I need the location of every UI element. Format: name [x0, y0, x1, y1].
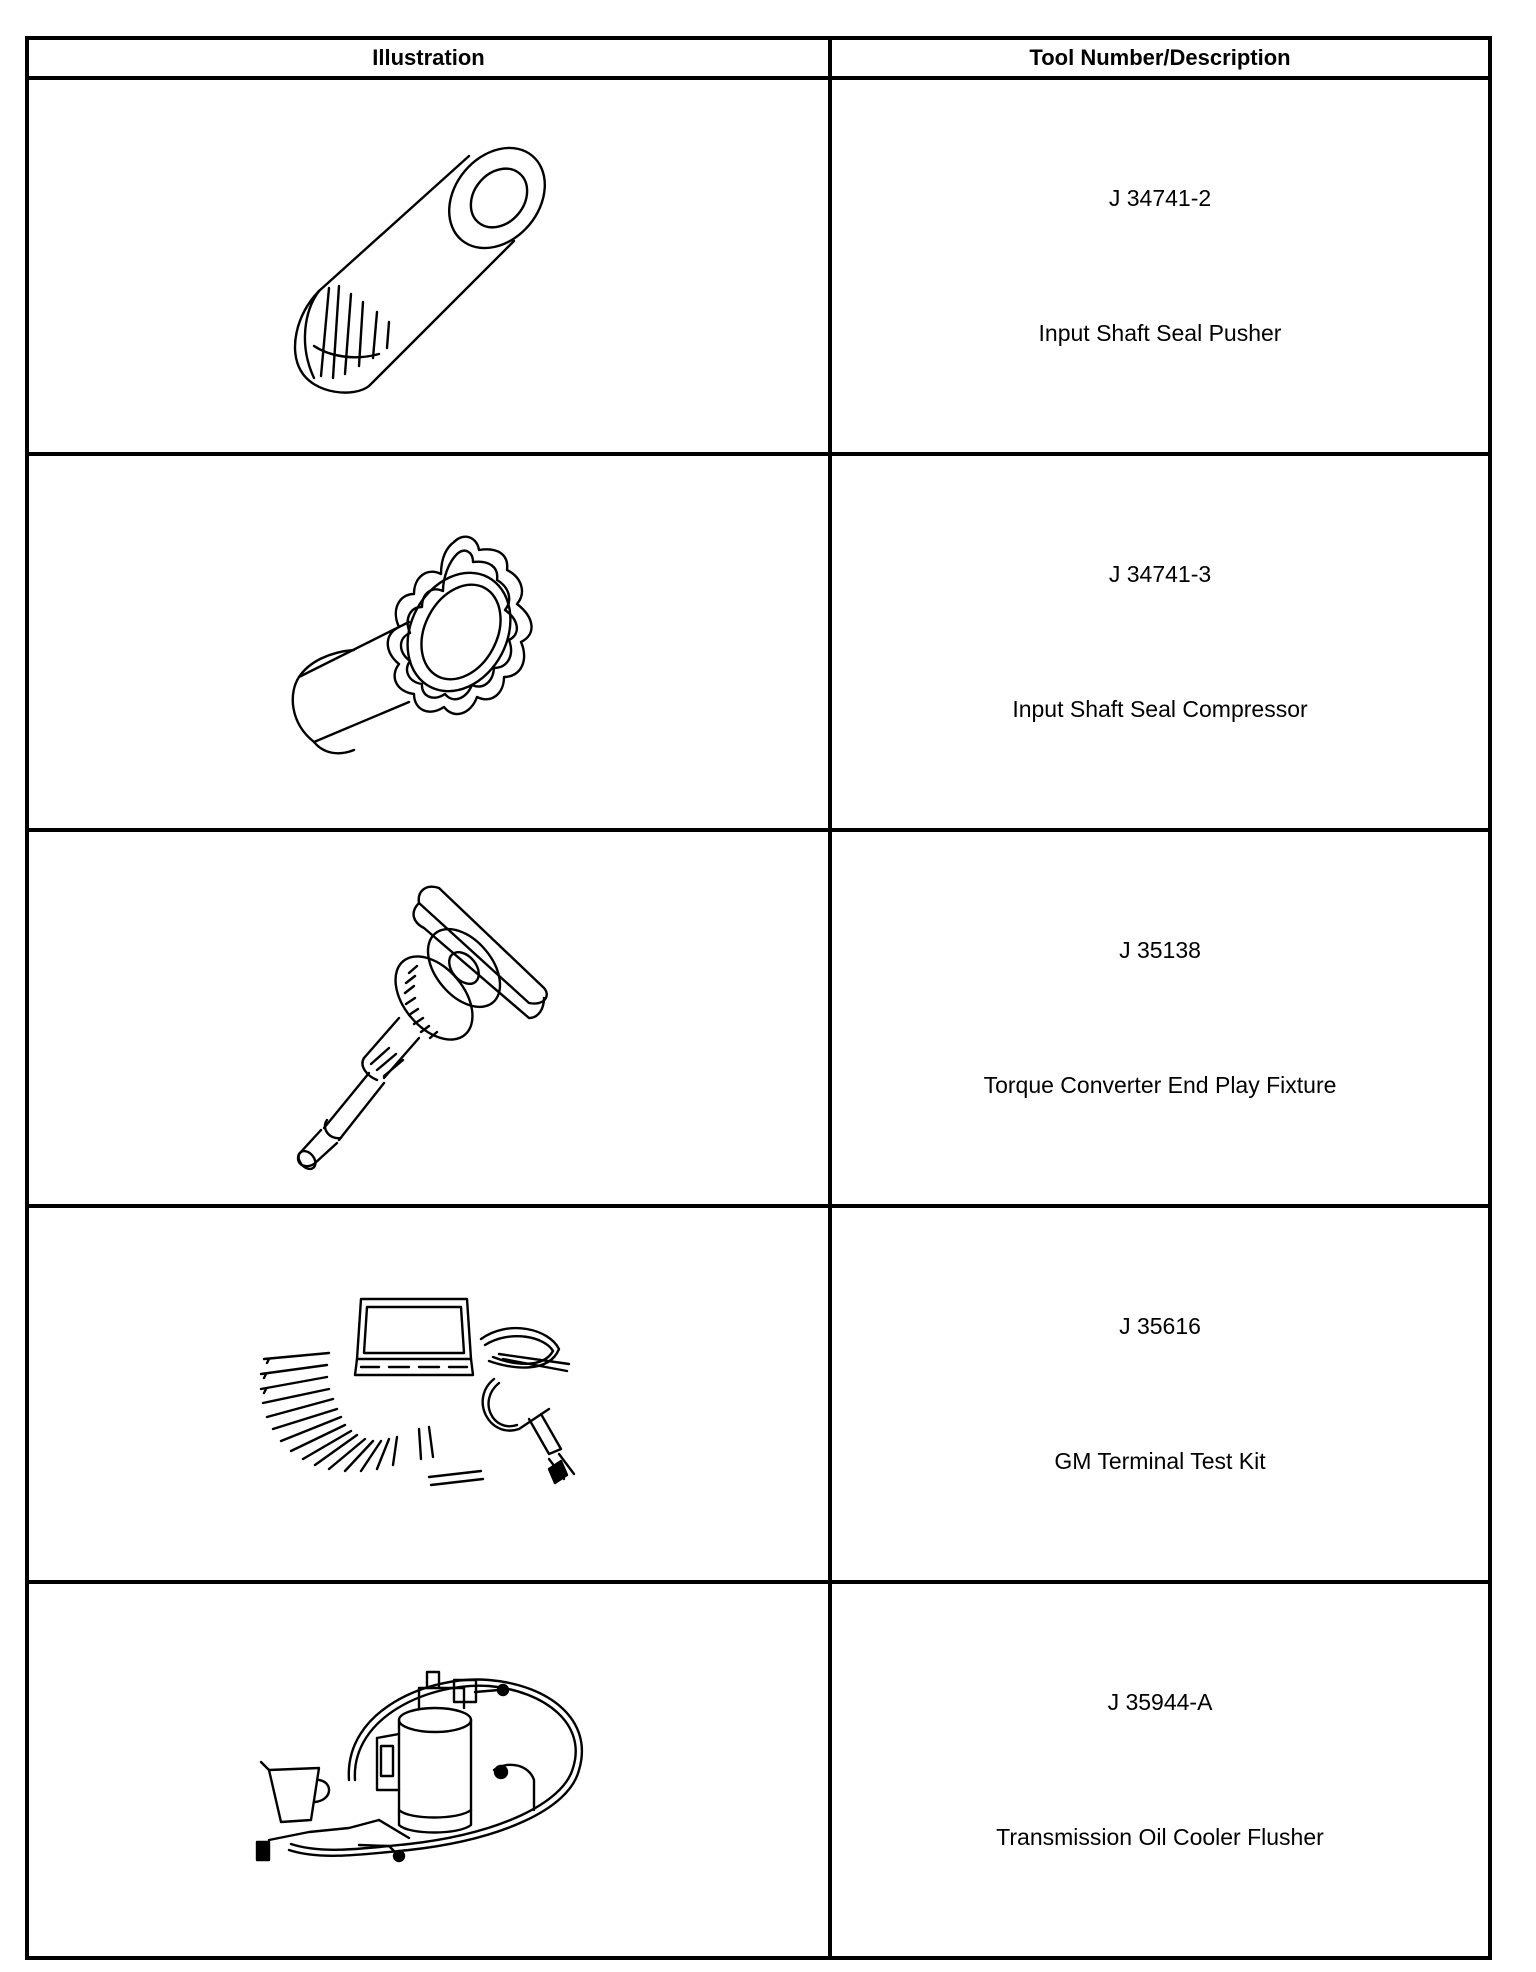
tool-number: J 35616: [1119, 1313, 1201, 1339]
header-tool-number-description: Tool Number/Description: [830, 38, 1490, 78]
tool-cell: [830, 454, 1490, 830]
seal-compressor-icon: [259, 492, 599, 792]
table-row: [27, 78, 1490, 454]
tool-description: Input Shaft Seal Compressor: [1012, 696, 1308, 722]
table-row: [27, 830, 1490, 1206]
illustration-cell: [27, 1582, 830, 1958]
table-header-row: [27, 38, 1490, 78]
tool-description: Input Shaft Seal Pusher: [1038, 320, 1282, 346]
tool-cell: [830, 830, 1490, 1206]
tool-cell: [830, 1582, 1490, 1958]
special-tools-table: [25, 36, 1492, 1960]
tool-description: Transmission Oil Cooler Flusher: [996, 1824, 1324, 1850]
tool-cell: [830, 78, 1490, 454]
table-row: [27, 1582, 1490, 1958]
end-play-fixture-icon: [259, 858, 599, 1178]
tool-number: J 35138: [1119, 937, 1201, 963]
tool-cell: [830, 1206, 1490, 1582]
illustration-cell: [27, 78, 830, 454]
seal-pusher-icon: [259, 116, 599, 416]
tool-number: J 34741-3: [1108, 561, 1212, 587]
terminal-test-kit-icon: [249, 1279, 609, 1509]
table-row: [27, 1206, 1490, 1582]
tool-description: Torque Converter End Play Fixture: [983, 1072, 1337, 1098]
tool-number: J 35944-A: [1107, 1689, 1213, 1715]
tool-description: GM Terminal Test Kit: [1054, 1448, 1266, 1474]
illustration-cell: [27, 1206, 830, 1582]
illustration-cell: [27, 454, 830, 830]
table-row: [27, 454, 1490, 830]
oil-cooler-flusher-icon: [249, 1650, 609, 1890]
illustration-cell: [27, 830, 830, 1206]
tool-number: J 34741-2: [1108, 185, 1212, 211]
header-illustration: Illustration: [27, 38, 830, 78]
